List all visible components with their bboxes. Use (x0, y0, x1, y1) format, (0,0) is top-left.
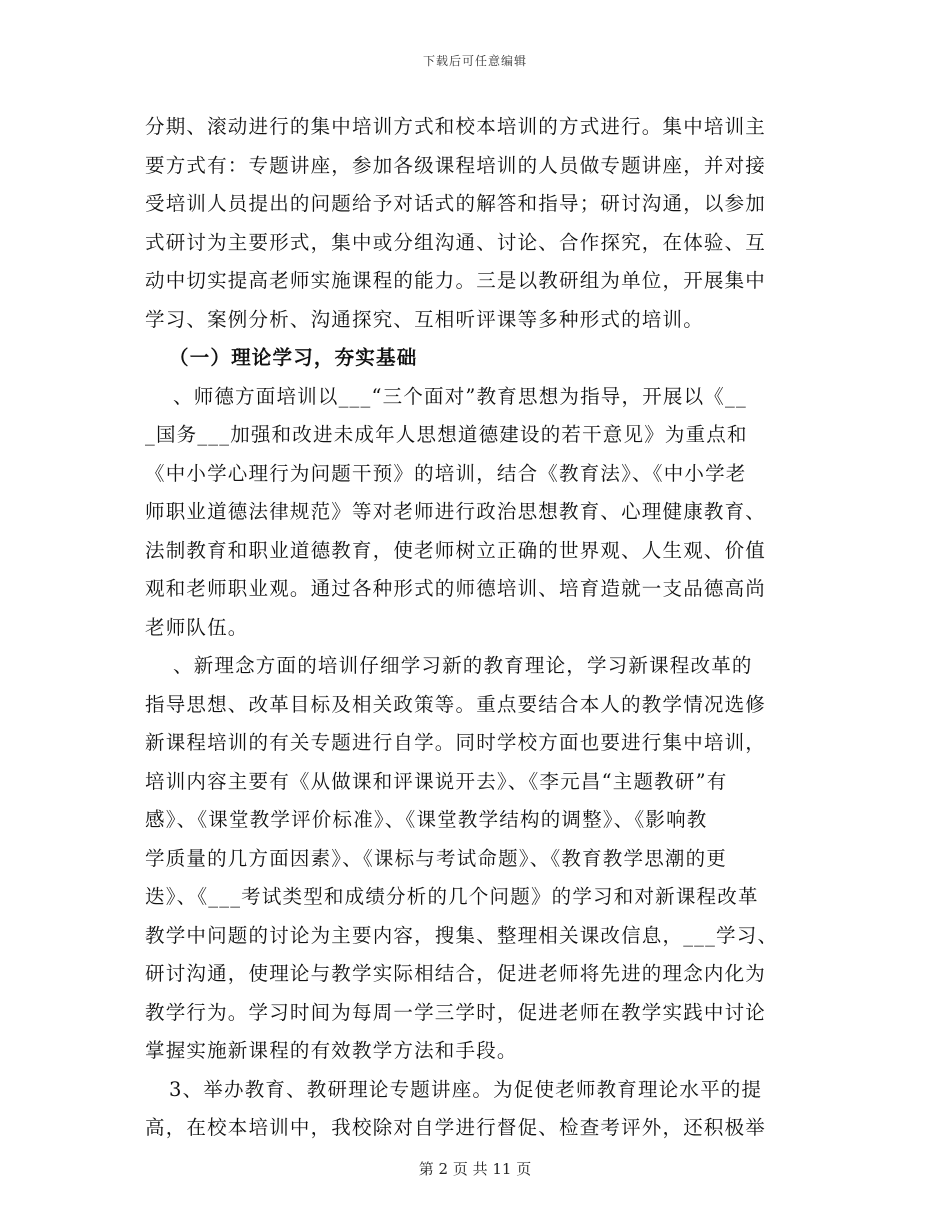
text-line: 掌握实施新课程的有效教学方法和手段。 (145, 1039, 518, 1062)
text-line: 师职业道德法律规范》等对老师进行政治思想教育、心理健康教育、 (145, 500, 767, 523)
text-line: 指导思想、改革目标及相关政策等。重点要结合本人的教学情况选修 (145, 692, 767, 716)
text-line: 《中小学心理行为问题干预》的培训，结合《教育法》、《中小学老 (145, 461, 747, 485)
text-line: 法制教育和职业道德教育，使老师树立正确的世界观、人生观、价值 (145, 538, 767, 562)
text-line: _国务___加强和改进未成年人思想道德建设的若干意见》为重点和 (145, 423, 748, 446)
text-line: 3、举办教育、教研理论专题讲座。为促使老师教育理论水平的提 (169, 1077, 763, 1101)
text-line: 学习、案例分析、沟通探究、互相听评课等多种形式的培训。 (145, 307, 704, 331)
text-line: 教学行为。学习时间为每周一学三学时，促进老师在教学实践中讨论 (145, 1000, 767, 1024)
document-body (145, 108, 815, 1148)
text-line: 感》、《课堂教学评价标准》、《课堂教学结构的调整》、《影响教 (145, 808, 708, 831)
section-heading: （一）理论学习，夯实基础 (169, 346, 418, 369)
text-line: 分期、滚动进行的集中培训方式和校本培训的方式进行。集中培训主 (145, 115, 767, 138)
text-line: 研讨沟通，使理论与教学实际相结合，促进老师将先进的理念内化为 (145, 962, 767, 985)
text-line: 老师队伍。 (145, 615, 249, 639)
text-line: 培训内容主要有《从做课和评课说开去》、《李元昌“主题教研”有 (145, 769, 728, 793)
text-line: 新课程培训的有关专题进行自学。同时学校方面也要进行集中培训， (145, 731, 767, 754)
text-line: 要方式有：专题讲座，参加各级课程培训的人员做专题讲座，并对接 (145, 153, 767, 177)
text-line: 、师德方面培训以___“三个面对”教育思想为指导，开展以《__ (173, 384, 747, 408)
text-line: 动中切实提高老师实施课程的能力。三是以教研组为单位，开展集中 (145, 269, 767, 292)
text-line: 迭》、《___考试类型和成绩分析的几个问题》的学习和对新课程改革 (145, 885, 759, 908)
text-line: 教学中问题的讨论为主要内容，搜集、整理相关课改信息，___学习、 (145, 923, 779, 947)
text-line: 观和老师职业观。通过各种形式的师德培训、培育造就一支品德高尚 (145, 577, 767, 600)
text-line: 受培训人员提出的问题给予对话式的解答和指导；研讨沟通，以参加 (145, 192, 767, 215)
text-line: 学质量的几方面因素》、《课标与考试命题》、《教育教学思潮的更 (145, 846, 728, 870)
text-line: 、新理念方面的培训仔细学习新的教育理论，学习新课程改革的 (173, 654, 753, 677)
page-footer: 第 2 页 共 11 页 (418, 1160, 532, 1178)
text-line: 高，在校本培训中，我校除对自学进行督促、检查考评外，还积极举 (145, 1116, 767, 1139)
text-line: 式研讨为主要形式，集中或分组沟通、讨论、合作探究，在体验、互 (145, 230, 767, 254)
page-header: 下载后可任意编辑 (422, 54, 527, 68)
